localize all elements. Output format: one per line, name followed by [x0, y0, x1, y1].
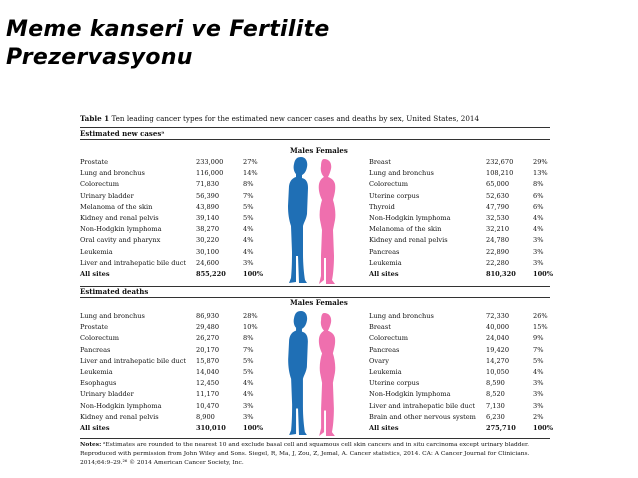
percent: 4%	[533, 368, 544, 376]
site-name: Non-Hodgkin lymphoma	[369, 390, 451, 399]
percent: 6%	[533, 191, 544, 200]
percent: 3%	[533, 379, 544, 388]
slide-title	[6, 16, 330, 72]
percent: 4%	[243, 247, 254, 256]
percent: 3%	[533, 236, 544, 245]
case-count: 30,100	[196, 247, 220, 256]
percent: 15%	[533, 323, 548, 332]
case-count: 26,270	[196, 334, 220, 343]
site-name: Breast	[369, 158, 391, 166]
site-name: Non-Hodgkin lymphoma	[80, 225, 162, 234]
case-count: 56,390	[196, 191, 220, 200]
site-name: Urinary bladder	[80, 191, 134, 200]
case-count: 20,170	[196, 345, 220, 354]
site-name: Lung and bronchus	[369, 169, 434, 178]
site-name: Prostate	[80, 323, 109, 332]
site-name: Prostate	[80, 158, 109, 166]
case-count: 19,420	[486, 345, 510, 354]
site-name: Melanoma of the skin	[369, 225, 442, 234]
percent: 3%	[533, 390, 544, 399]
site-name: Colorectum	[80, 180, 119, 189]
case-count: 86,930	[196, 312, 220, 320]
site-name: Liver and intrahepatic bile duct	[80, 258, 187, 267]
table-number: Table 1	[80, 114, 110, 123]
site-name: Kidney and renal pelvis	[80, 412, 159, 421]
site-name: Brain and other nervous system	[369, 412, 476, 421]
percent: 3%	[533, 247, 544, 256]
case-count: 6,230	[486, 412, 505, 421]
case-count: 15,870	[196, 356, 220, 365]
percent: 10%	[243, 323, 258, 332]
case-count: 116,000	[196, 169, 224, 178]
percent: 5%	[243, 202, 254, 211]
female-silhouette-icon	[313, 158, 341, 286]
percent: 8%	[243, 180, 254, 189]
table-caption	[80, 114, 479, 123]
case-count: 43,890	[196, 202, 220, 211]
percent: 3%	[533, 401, 544, 410]
deaths-sex-label: Males Females	[290, 298, 348, 307]
percent: 3%	[243, 412, 254, 421]
percent: 4%	[243, 379, 254, 388]
case-count: 8,900	[196, 412, 215, 421]
percent: 7%	[533, 345, 544, 354]
case-count: 65,000	[486, 180, 510, 189]
site-name: All sites	[80, 270, 110, 278]
case-count: 14,270	[486, 356, 510, 365]
case-count: 32,530	[486, 214, 510, 222]
case-count: 39,140	[196, 214, 220, 222]
percent: 3%	[533, 258, 544, 267]
site-name: Liver and intrahepatic bile duct	[369, 401, 476, 410]
female-silhouette-deaths-icon	[313, 312, 341, 438]
site-name: Leukemia	[80, 247, 113, 256]
case-count: 233,000	[196, 158, 224, 166]
deaths-heading: Estimated deaths	[80, 287, 149, 296]
site-name: All sites	[369, 424, 399, 432]
percent: 26%	[533, 312, 548, 320]
case-count: 24,780	[486, 236, 510, 245]
percent: 8%	[533, 180, 544, 189]
site-name: Pancreas	[369, 345, 400, 354]
case-count: 8,590	[486, 379, 505, 388]
percent: 28%	[243, 312, 258, 320]
case-count: 38,270	[196, 225, 220, 234]
percent: 3%	[243, 401, 254, 410]
percent: 4%	[243, 225, 254, 234]
case-count: 310,010	[196, 424, 226, 432]
site-name: All sites	[369, 270, 399, 278]
site-name: Oral cavity and pharynx	[80, 236, 161, 245]
slide-title-line-1: Meme kanseri ve Fertilite	[6, 17, 330, 42]
percent: 4%	[243, 236, 254, 245]
site-name: Kidney and renal pelvis	[369, 236, 448, 245]
site-name: Thyroid	[369, 202, 395, 211]
site-name: Kidney and renal pelvis	[80, 214, 159, 222]
male-silhouette-icon	[284, 156, 314, 286]
case-count: 10,050	[486, 368, 510, 376]
site-name: Pancreas	[369, 247, 400, 256]
slide-title-line-2: Prezervasyonu	[6, 45, 193, 70]
table-bottom-rule	[80, 438, 550, 439]
site-name: Esophagus	[80, 379, 117, 388]
case-count: 275,710	[486, 424, 516, 432]
case-count: 22,890	[486, 247, 510, 256]
site-name: Colorectum	[80, 334, 119, 343]
site-name: Ovary	[369, 356, 389, 365]
site-name: Uterine corpus	[369, 191, 420, 200]
case-count: 24,040	[486, 334, 510, 343]
case-count: 8,520	[486, 390, 505, 399]
deaths-top-rule	[80, 286, 550, 287]
case-count: 47,790	[486, 202, 510, 211]
site-name: All sites	[80, 424, 110, 432]
site-name: Non-Hodgkin lymphoma	[369, 214, 451, 222]
percent: 5%	[243, 356, 254, 365]
site-name: Lung and bronchus	[369, 312, 434, 320]
new-cases-heading-rule	[80, 139, 550, 140]
percent: 100%	[533, 270, 554, 278]
case-count: 855,220	[196, 270, 226, 278]
case-count: 232,670	[486, 158, 514, 166]
percent: 29%	[533, 158, 548, 166]
percent: 9%	[533, 334, 544, 343]
percent: 2%	[533, 412, 544, 421]
percent: 3%	[243, 258, 254, 267]
percent: 5%	[243, 368, 254, 376]
case-count: 71,830	[196, 180, 220, 189]
case-count: 32,210	[486, 225, 510, 234]
site-name: Leukemia	[80, 368, 113, 376]
case-count: 14,040	[196, 368, 220, 376]
percent: 4%	[243, 390, 254, 399]
case-count: 810,320	[486, 270, 516, 278]
table-top-rule	[80, 127, 550, 128]
percent: 8%	[243, 334, 254, 343]
percent: 14%	[243, 169, 258, 178]
site-name: Leukemia	[369, 258, 402, 267]
percent: 5%	[533, 356, 544, 365]
case-count: 12,450	[196, 379, 220, 388]
percent: 6%	[533, 202, 544, 211]
case-count: 24,600	[196, 258, 220, 267]
percent: 7%	[243, 191, 254, 200]
site-name: Lung and bronchus	[80, 312, 145, 320]
percent: 100%	[243, 270, 264, 278]
case-count: 72,330	[486, 312, 510, 320]
site-name: Liver and intrahepatic bile duct	[80, 356, 187, 365]
percent: 13%	[533, 169, 548, 178]
male-silhouette-deaths-icon	[284, 310, 314, 438]
notes-text: ᵃEstimates are rounded to the nearest 10 and exclude basal cell and squamous cell skin cancers and in situ carcinoma except urinary bladder. Reproduced with permission from John Wiley and Sons. Siegel, R, Ma, J, Zou, Z, Jemal, A. Cancer statistics, 2014. CA: A Cancer Journal for Clinicians. 2014;64:9–29.²⁶ © 2014 American Cancer Society, Inc.	[80, 442, 530, 466]
case-count: 10,470	[196, 401, 220, 410]
case-count: 40,000	[486, 323, 510, 332]
table-notes	[80, 440, 555, 468]
percent: 4%	[533, 214, 544, 222]
new-cases-sex-label: Males Females	[290, 146, 348, 155]
site-name: Pancreas	[80, 345, 111, 354]
case-count: 29,480	[196, 323, 220, 332]
percent: 27%	[243, 158, 258, 166]
percent: 5%	[243, 214, 254, 222]
percent: 7%	[243, 345, 254, 354]
case-count: 52,630	[486, 191, 510, 200]
site-name: Breast	[369, 323, 391, 332]
case-count: 11,170	[196, 390, 220, 399]
case-count: 30,220	[196, 236, 220, 245]
site-name: Colorectum	[369, 334, 408, 343]
percent: 100%	[243, 424, 264, 432]
case-count: 22,280	[486, 258, 510, 267]
table-caption-text: Ten leading cancer types for the estimated new cancer cases and deaths by sex, United States, 2014	[109, 114, 480, 123]
site-name: Leukemia	[369, 368, 402, 376]
notes-label: Notes:	[80, 441, 102, 448]
site-name: Uterine corpus	[369, 379, 420, 388]
site-name: Non-Hodgkin lymphoma	[80, 401, 162, 410]
site-name: Melanoma of the skin	[80, 202, 153, 211]
percent: 4%	[533, 225, 544, 234]
site-name: Colorectum	[369, 180, 408, 189]
new-cases-heading: Estimated new casesᵃ	[80, 129, 165, 138]
site-name: Urinary bladder	[80, 390, 134, 399]
case-count: 7,130	[486, 401, 505, 410]
percent: 100%	[533, 424, 554, 432]
site-name: Lung and bronchus	[80, 169, 145, 178]
case-count: 108,210	[486, 169, 514, 178]
